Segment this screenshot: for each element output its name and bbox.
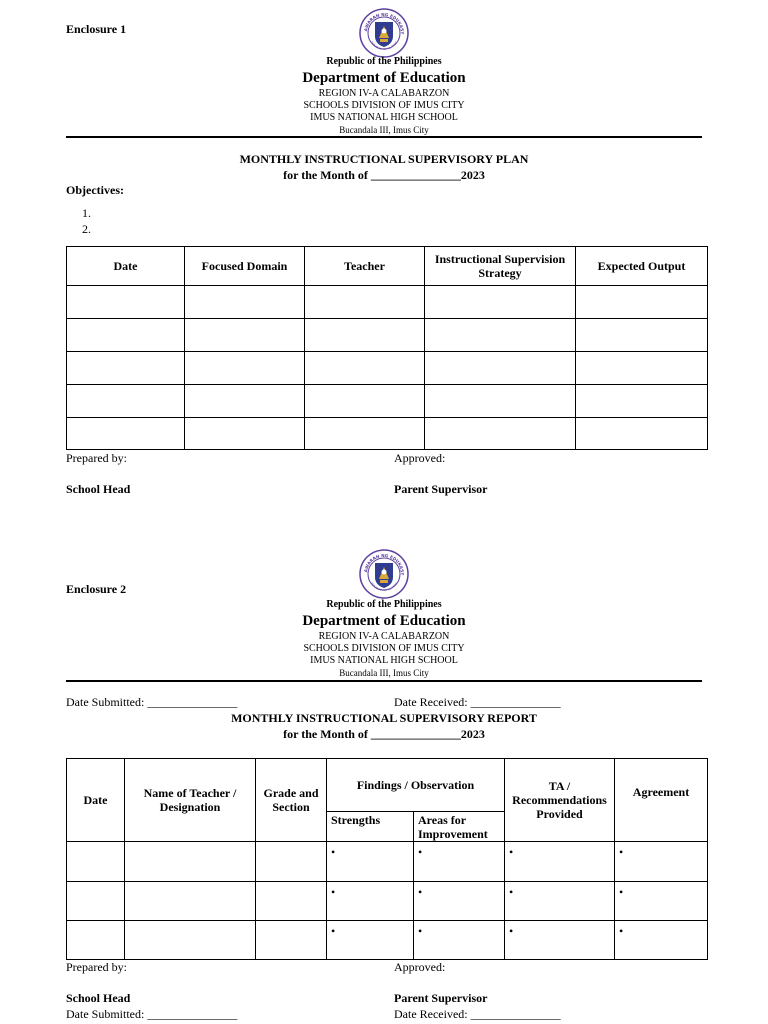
- prepared-by-label: Prepared by:: [66, 451, 127, 465]
- address-text: Bucandala III, Imus City: [339, 668, 429, 678]
- bullet-cell[interactable]: •: [327, 921, 414, 960]
- col-agreement: Agreement: [615, 759, 708, 842]
- deped-seal-logo: [359, 549, 409, 599]
- footer-date-received-field[interactable]: Date Received: _______________: [394, 1007, 561, 1021]
- table-cell[interactable]: [185, 385, 305, 418]
- table-cell[interactable]: [576, 385, 708, 418]
- republic-text: Republic of the Philippines: [326, 56, 442, 67]
- col-expected-output: Expected Output: [576, 247, 708, 286]
- table-cell[interactable]: [125, 921, 256, 960]
- table-row: [67, 385, 708, 418]
- col-strategy: Instructional Supervision Strategy: [425, 247, 576, 286]
- col-teacher-designation: Name of Teacher / Designation: [125, 759, 256, 842]
- table-row: [67, 286, 708, 319]
- plan-header-row: [67, 247, 708, 286]
- division-text: SCHOOLS DIVISION OF IMUS CITY: [303, 100, 465, 111]
- school-text: IMUS NATIONAL HIGH SCHOOL: [310, 112, 458, 123]
- table-cell[interactable]: [425, 385, 576, 418]
- table-cell[interactable]: [305, 286, 425, 319]
- table-cell[interactable]: [67, 418, 185, 450]
- enclosure-1-label: Enclosure 1: [66, 22, 127, 36]
- bullet-cell[interactable]: •: [505, 842, 615, 882]
- col-teacher: Teacher: [305, 247, 425, 286]
- table-cell[interactable]: [67, 842, 125, 882]
- table-cell[interactable]: [185, 418, 305, 450]
- table-row: [67, 418, 708, 450]
- department-title: Department of Education: [302, 70, 466, 86]
- approved-label: Approved:: [394, 960, 446, 974]
- table-cell[interactable]: [305, 418, 425, 450]
- table-cell[interactable]: [576, 352, 708, 385]
- table-cell[interactable]: [576, 418, 708, 450]
- bullet-cell[interactable]: •: [505, 882, 615, 921]
- address-text: Bucandala III, Imus City: [339, 125, 429, 135]
- table-cell[interactable]: [305, 352, 425, 385]
- bullet-cell[interactable]: •: [327, 882, 414, 921]
- table-cell[interactable]: [67, 286, 185, 319]
- table-row: [67, 882, 708, 921]
- table-row: [67, 352, 708, 385]
- date-received-field[interactable]: Date Received: _______________: [394, 695, 561, 709]
- date-submitted-field[interactable]: Date Submitted: _______________: [66, 695, 238, 709]
- table-cell[interactable]: [125, 842, 256, 882]
- report-month-line: for the Month of _______________2023: [283, 727, 485, 741]
- bullet-cell[interactable]: •: [414, 842, 505, 882]
- table-cell[interactable]: [425, 286, 576, 319]
- header-divider: [66, 680, 702, 682]
- table-row: [67, 842, 708, 882]
- table-cell[interactable]: [185, 319, 305, 352]
- prepared-by-label: Prepared by:: [66, 960, 127, 974]
- approved-label: Approved:: [394, 451, 446, 465]
- table-cell[interactable]: [425, 418, 576, 450]
- table-cell[interactable]: [67, 882, 125, 921]
- parent-supervisor-label: Parent Supervisor: [394, 482, 488, 496]
- col-strengths: Strengths: [327, 812, 414, 842]
- table-row: [67, 921, 708, 960]
- table-cell[interactable]: [425, 319, 576, 352]
- region-text: REGION IV-A CALABARZON: [318, 631, 450, 642]
- table-cell[interactable]: [256, 842, 327, 882]
- table-cell[interactable]: [305, 385, 425, 418]
- footer-date-submitted-field[interactable]: Date Submitted: _______________: [66, 1007, 238, 1021]
- table-cell[interactable]: [67, 352, 185, 385]
- table-cell[interactable]: [256, 921, 327, 960]
- deped-seal-logo: [359, 8, 409, 58]
- table-row: [67, 319, 708, 352]
- table-cell[interactable]: [305, 319, 425, 352]
- division-text: SCHOOLS DIVISION OF IMUS CITY: [303, 643, 465, 654]
- plan-month-line: for the Month of _______________2023: [283, 168, 485, 182]
- bullet-cell[interactable]: •: [505, 921, 615, 960]
- table-cell[interactable]: [67, 385, 185, 418]
- department-title: Department of Education: [302, 613, 466, 629]
- report-header-row: [67, 759, 708, 812]
- col-ta-recommendations: TA / Recommendations Provided: [505, 759, 615, 842]
- report-title: MONTHLY INSTRUCTIONAL SUPERVISORY REPORT: [231, 711, 537, 725]
- bullet-cell[interactable]: •: [414, 882, 505, 921]
- col-grade-section: Grade and Section: [256, 759, 327, 842]
- supervisory-report-table: [66, 758, 708, 960]
- svg-text:REPUBLIKA NG PILIPINAS: REPUBLIKA NG PILIPINAS: [369, 40, 399, 52]
- table-cell[interactable]: [185, 286, 305, 319]
- col-findings: Findings / Observation: [327, 759, 505, 812]
- table-cell[interactable]: [576, 286, 708, 319]
- col-date: Date: [67, 759, 125, 842]
- col-date: Date: [67, 247, 185, 286]
- school-head-label: School Head: [66, 991, 131, 1005]
- table-cell[interactable]: [125, 882, 256, 921]
- table-cell[interactable]: [256, 882, 327, 921]
- republic-text: Republic of the Philippines: [326, 599, 442, 610]
- objectives-label: Objectives:: [66, 183, 124, 197]
- objective-2: 2.: [82, 222, 91, 236]
- bullet-cell[interactable]: •: [615, 921, 708, 960]
- bullet-cell[interactable]: •: [414, 921, 505, 960]
- plan-title: MONTHLY INSTRUCTIONAL SUPERVISORY PLAN: [239, 152, 529, 166]
- svg-text:KAGAWARAN NG EDUKASYON: AWARAN NG EDUKASY: [363, 552, 406, 576]
- bullet-cell[interactable]: •: [615, 842, 708, 882]
- header-divider: [66, 136, 702, 138]
- parent-supervisor-label: Parent Supervisor: [394, 991, 488, 1005]
- table-cell[interactable]: [576, 319, 708, 352]
- col-areas-improvement: Areas for Improvement: [414, 812, 505, 842]
- enclosure-2-label: Enclosure 2: [66, 582, 127, 596]
- objective-1: 1.: [82, 206, 91, 220]
- bullet-cell[interactable]: •: [327, 842, 414, 882]
- school-text: IMUS NATIONAL HIGH SCHOOL: [310, 655, 458, 666]
- svg-text:REPUBLIKA NG PILIPINAS: REPUBLIKA NG PILIPINAS: [369, 581, 399, 593]
- region-text: REGION IV-A CALABARZON: [318, 88, 450, 99]
- bullet-cell[interactable]: •: [615, 882, 708, 921]
- table-cell[interactable]: [67, 319, 185, 352]
- school-head-label: School Head: [66, 482, 131, 496]
- svg-text:KAGAWARAN NG EDUKASYON: AWARAN NG EDUKASY: [363, 11, 406, 35]
- col-focused-domain: Focused Domain: [185, 247, 305, 286]
- table-cell[interactable]: [67, 921, 125, 960]
- supervisory-plan-table: [66, 246, 708, 450]
- table-cell[interactable]: [185, 352, 305, 385]
- table-cell[interactable]: [425, 352, 576, 385]
